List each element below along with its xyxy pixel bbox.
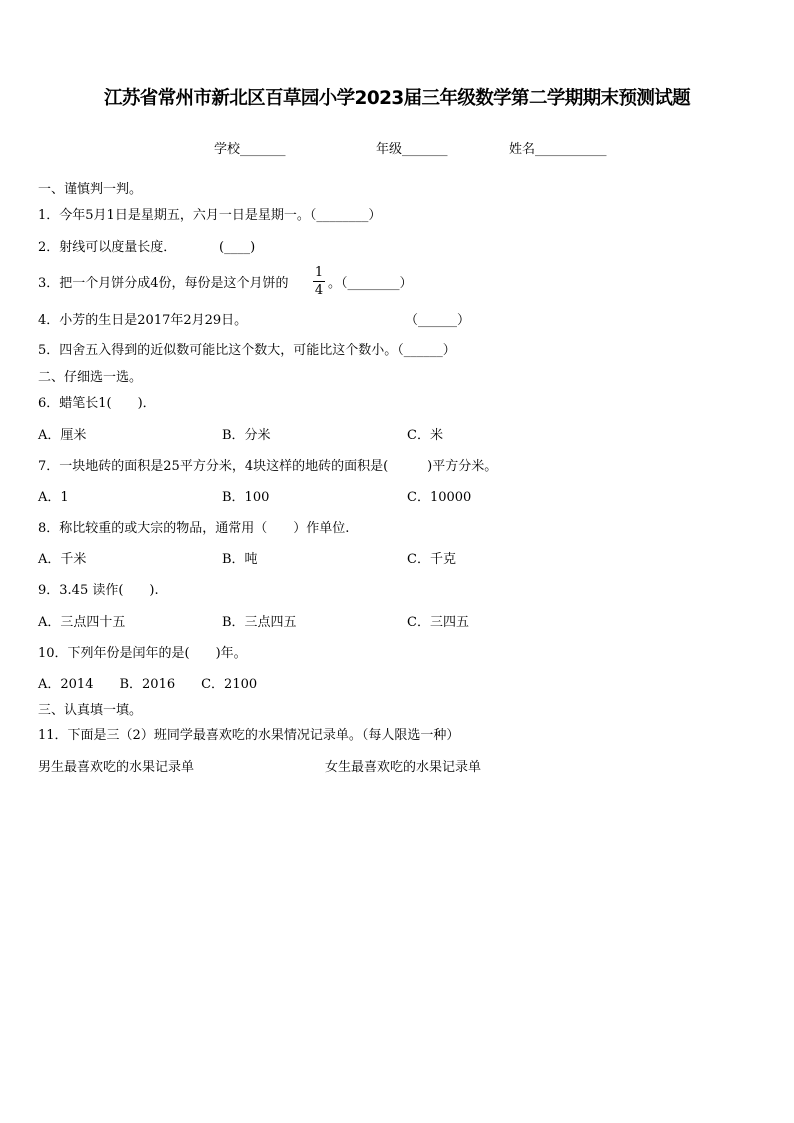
- section-heading-2: 二、仔细选一选。: [38, 370, 143, 385]
- question-9: 9．3.45 读作( ).: [38, 583, 159, 598]
- fraction: [312, 265, 326, 298]
- option-c[interactable]: C．三四五: [407, 615, 469, 630]
- name-field[interactable]: 姓名___________: [509, 142, 607, 157]
- answer-blank[interactable]: 。（________）: [328, 276, 413, 291]
- answer-blank[interactable]: (____): [219, 240, 256, 255]
- option-b[interactable]: B．吨: [222, 552, 258, 567]
- answer-blank[interactable]: （______）: [405, 313, 471, 328]
- section-heading-3: 三、认真填一填。: [38, 703, 143, 718]
- question-3: [38, 276, 289, 292]
- answer-blank[interactable]: （________）: [309, 208, 382, 223]
- option-a[interactable]: A．三点四十五: [38, 615, 126, 630]
- fraction-numerator: 1: [314, 265, 324, 280]
- option-b[interactable]: B．三点四五: [222, 615, 297, 630]
- question-5: 5．四舍五入得到的近似数可能比这个数大，可能比这个数小。（______）: [38, 343, 456, 358]
- option-a[interactable]: A．1: [38, 490, 69, 505]
- question-8: 8．称比较重的或大宗的物品，通常用（ ）作单位.: [38, 521, 350, 536]
- option-b[interactable]: B．分米: [222, 428, 271, 443]
- school-field[interactable]: 学校_______: [214, 142, 286, 157]
- boys-fruit-record-label: 男生最喜欢吃的水果记录单: [38, 760, 195, 775]
- question-7: 7．一块地砖的面积是25平方分米，4块这样的地砖的面积是( )平方分米。: [38, 459, 498, 474]
- section-heading-1: 一、谨慎判一判。: [38, 182, 143, 197]
- question-text: 3．把一个月饼分成4份，每份是这个月饼的: [38, 276, 289, 291]
- question-6: 6．蜡笔长1( )．: [38, 396, 156, 411]
- option-b[interactable]: B．100: [222, 490, 270, 505]
- question-text: 4．小芳的生日是2017年2月29日。: [38, 313, 248, 328]
- option-c[interactable]: C．10000: [407, 490, 472, 505]
- question-text: 1．今年5月1日是星期五，六月一日是星期一。: [38, 208, 310, 223]
- girls-fruit-record-label: 女生最喜欢吃的水果记录单: [325, 760, 482, 775]
- fraction-denominator: 4: [314, 283, 324, 298]
- question-4: [38, 313, 247, 329]
- option-a[interactable]: A．千米: [38, 552, 87, 567]
- question-10-options[interactable]: A．2014 B．2016 C．2100: [38, 677, 258, 692]
- option-c[interactable]: C．千克: [407, 552, 456, 567]
- question-11: 11．下面是三（2）班同学最喜欢吃的水果情况记录单。（每人限选一种）: [38, 728, 460, 743]
- grade-field[interactable]: 年级_______: [376, 142, 448, 157]
- question-10: 10．下列年份是闰年的是( )年。: [38, 646, 247, 661]
- option-c[interactable]: C．米: [407, 428, 443, 443]
- page-title: 江苏省常州市新北区百草园小学2023届三年级数学第二学期期末预测试题: [103, 88, 691, 109]
- question-1: [38, 208, 381, 224]
- question-2: [38, 240, 176, 256]
- option-a[interactable]: A．厘米: [38, 428, 87, 443]
- fraction-bar: [313, 281, 325, 282]
- question-text: 2．射线可以度量长度．: [38, 240, 177, 255]
